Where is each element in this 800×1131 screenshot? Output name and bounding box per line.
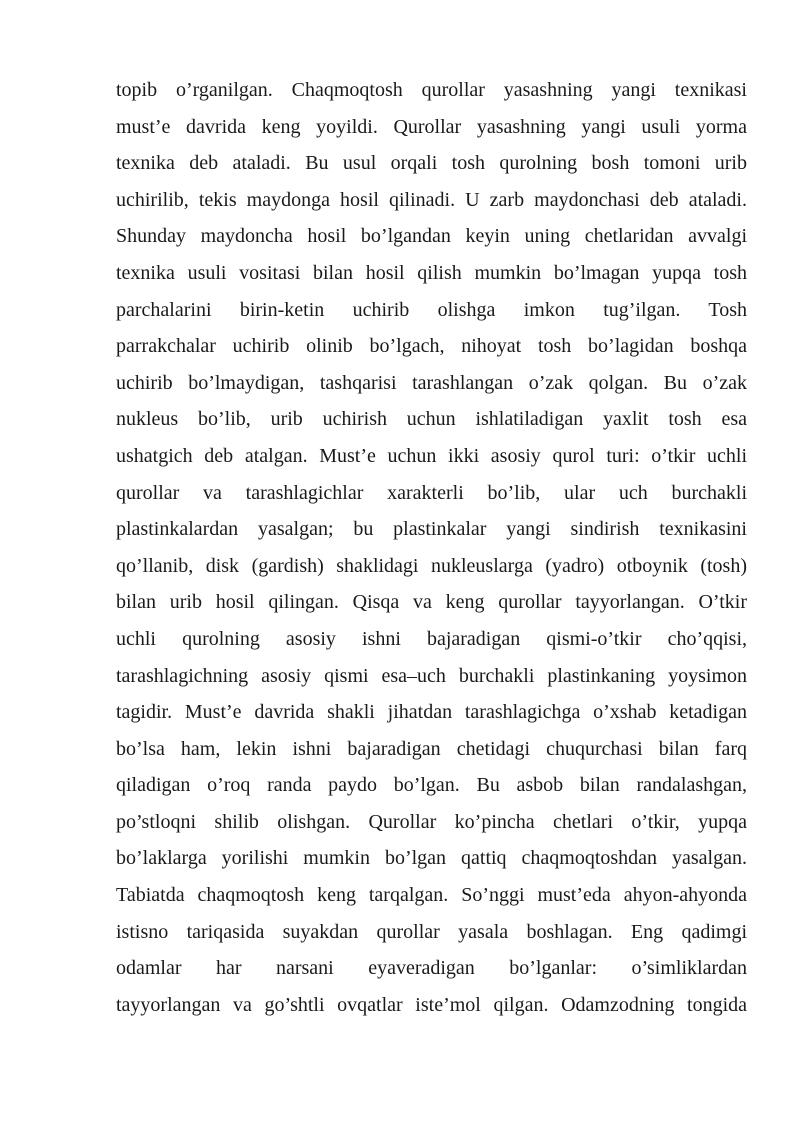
text-line: ushatgich deb atalgan. Must’e uchun ikki asosiy qurol turi: o’tkir uchli [116, 444, 747, 467]
text-line: tarashlagichning asosiy qismi esa–uch burchakli plastinkaning yoysimon [116, 664, 747, 687]
text-line: tayyorlangan va go’shtli ovqatlar iste’mol qilgan. Odamzodning tongida [116, 993, 747, 1016]
text-line: topib o’rganilgan. Chaqmoqtosh qurollar yasashning yangi texnikasi [116, 79, 747, 101]
text-line: po’stloqni shilib olishgan. Qurollar ko’pincha chetlari o’tkir, yupqa [116, 810, 747, 833]
text-line: must’e davrida keng yoyildi. Qurollar yasashning yangi usuli yorma [116, 115, 747, 138]
text-line: istisno tariqasida suyakdan qurollar yasala boshlagan. Eng qadimgi [116, 920, 747, 943]
text-line: texnika usuli vositasi bilan hosil qilish mumkin bo’lmagan yupqa tosh [116, 261, 747, 284]
text-line: qiladigan o’roq randa paydo bo’lgan. Bu asbob bilan randalashgan, [116, 774, 747, 797]
text-line: Shunday maydoncha hosil bo’lgandan keyin uning chetlaridan avvalgi [116, 225, 747, 248]
text-line: Tabiatda chaqmoqtosh keng tarqalgan. So’nggi must’eda ahyon-ahyonda [116, 884, 747, 907]
text-line: uchirilib, tekis maydonga hosil qilinadi. U zarb maydonchasi deb ataladi. [116, 188, 747, 211]
text-line: plastinkalardan yasalgan; bu plastinkalar yangi sindirish texnikasini [116, 518, 747, 541]
text-line: parchalarini birin-ketin uchirib olishga imkon tug’ilgan. Tosh [116, 298, 747, 321]
text-line: qo’llanib, disk (gardish) shaklidagi nukleuslarga (yadro) otboynik (tosh) [116, 554, 747, 577]
text-line: qurollar va tarashlagichlar xarakterli bo’lib, ular uch burchakli [116, 481, 747, 504]
text-line: parrakchalar uchirib olinib bo’lgach, nihoyat tosh bo’lagidan boshqa [116, 335, 747, 358]
text-line: bo’lsa ham, lekin ishni bajaradigan chetidagi chuqurchasi bilan farq [116, 737, 747, 760]
text-line: texnika deb ataladi. Bu usul orqali tosh qurolning bosh tomoni urib [116, 152, 747, 175]
text-line: tagidir. Must’e davrida shakli jihatdan tarashlagichga o’xshab ketadigan [116, 701, 747, 724]
text-line: odamlar har narsani eyaveradigan bo’lganlar: o’simliklardan [116, 957, 747, 980]
text-line: uchirib bo’lmaydigan, tashqarisi tarashlangan o’zak qolgan. Bu o’zak [116, 371, 747, 394]
text-line: bo’laklarga yorilishi mumkin bo’lgan qattiq chaqmoqtoshdan yasalgan. [116, 847, 747, 870]
text-line: bilan urib hosil qilingan. Qisqa va keng qurollar tayyorlangan. O’tkir [116, 591, 747, 614]
text-line: uchli qurolning asosiy ishni bajaradigan qismi-o’tkir cho’qqisi, [116, 627, 747, 650]
text-line: nukleus bo’lib, urib uchirish uchun ishlatiladigan yaxlit tosh esa [116, 408, 747, 431]
body-paragraph [116, 72, 747, 1023]
